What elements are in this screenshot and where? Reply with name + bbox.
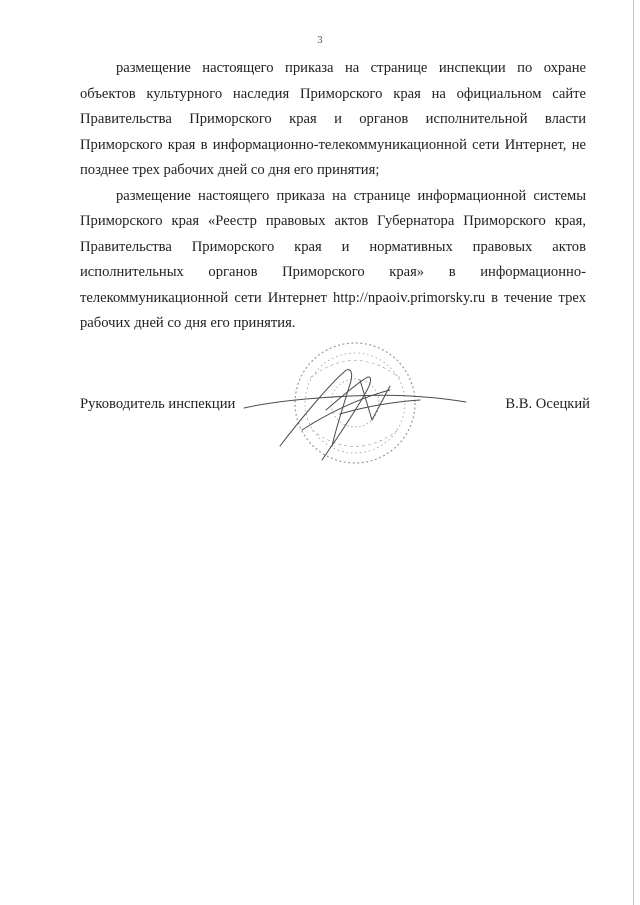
document-body bbox=[80, 56, 586, 337]
paragraph-official-site-publication: размещение настоящего приказа на странице инспекции по охране объектов культурного наследия Приморского края на официальном сайте Правительства Приморского края и органов исполнительной власти Приморского края в информационно-телекоммуникационной сети Интернет, не позднее трех рабочих дней со дня его принятия; bbox=[80, 60, 586, 178]
signatory-position: Руководитель инспекции bbox=[80, 396, 236, 412]
signatory-name: В.В. Осецкий bbox=[505, 396, 590, 412]
paragraph-registry-publication: размещение настоящего приказа на странице информационной системы Приморского края «Реестр правовых актов Губернатора Приморского края, Правительства Приморского края и нормативных правовых актов исполнительных органов Приморского края» в информационно-телекоммуникационной сети Интернет http://npaoiv.primorsky.ru в течение трех рабочих дней со дня его принятия. bbox=[80, 187, 586, 331]
scan-edge-line bbox=[633, 0, 634, 905]
page-number: 3 bbox=[317, 36, 323, 46]
signature-row bbox=[80, 396, 590, 422]
